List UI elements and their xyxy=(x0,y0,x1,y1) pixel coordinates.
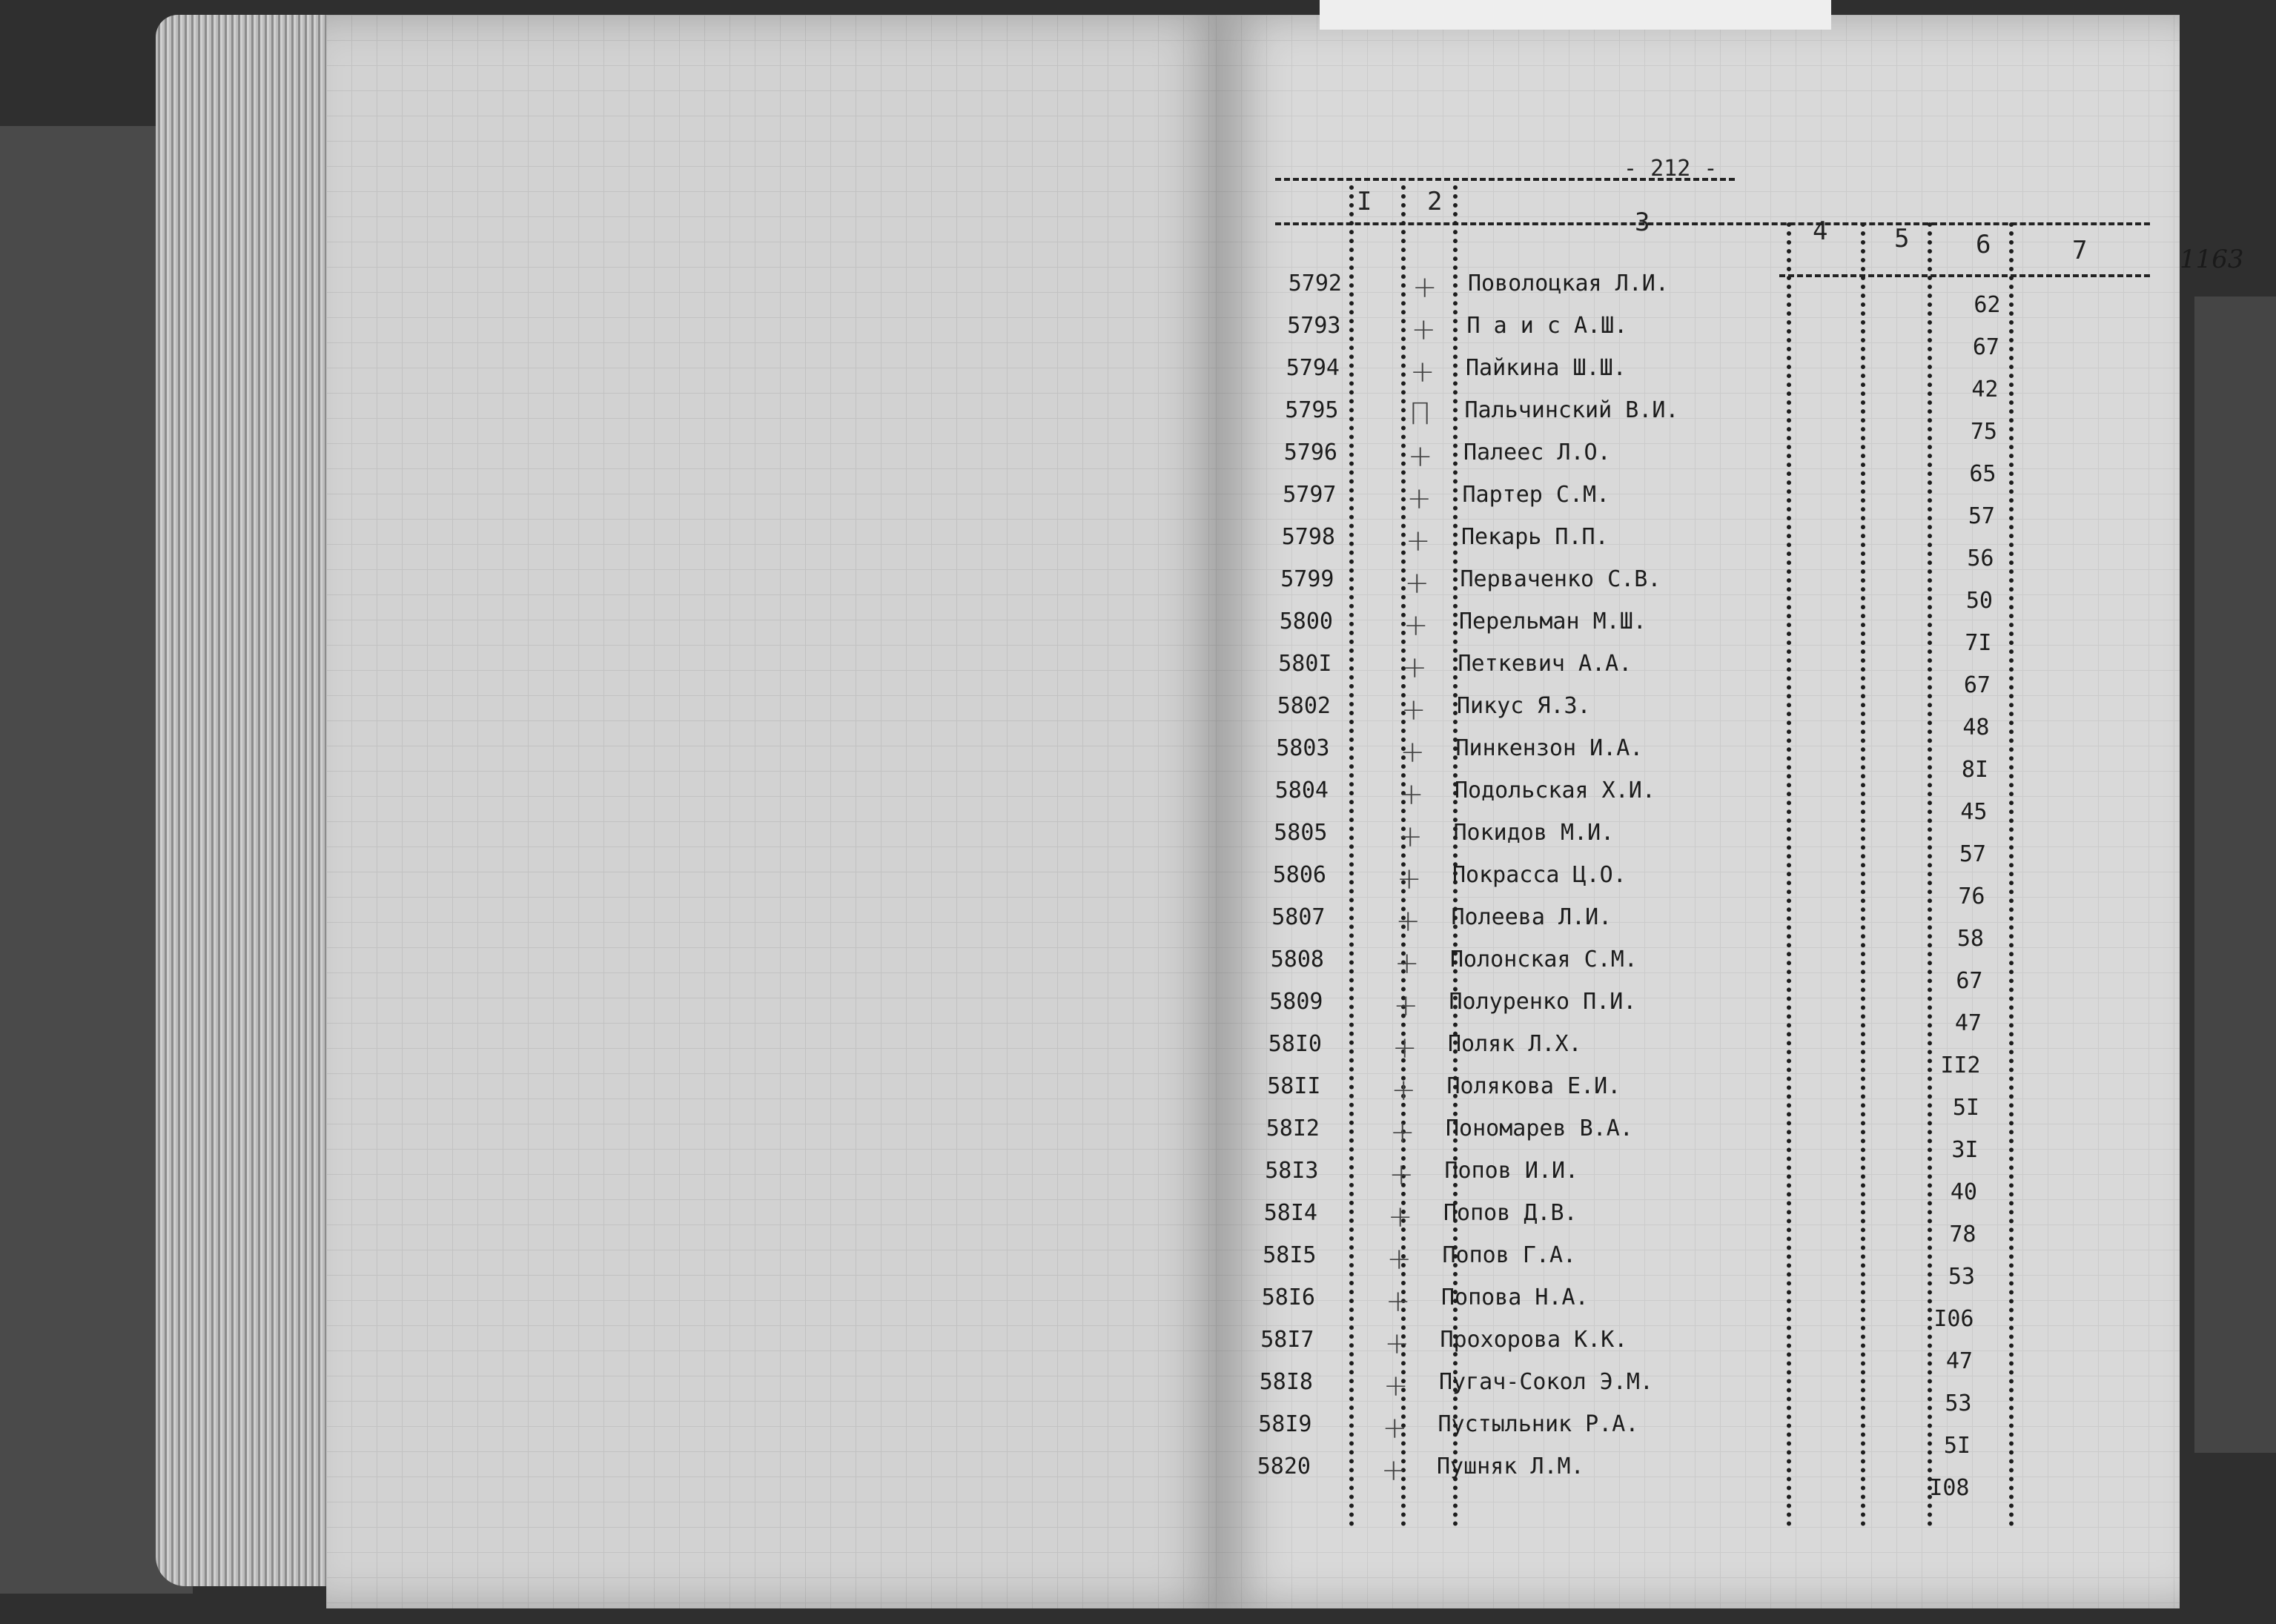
row-number: 5802 xyxy=(1277,693,1331,719)
row-mark: + xyxy=(1381,1454,1406,1488)
person-name: П а и с А.Ш. xyxy=(1466,313,1628,339)
row-age: 76 xyxy=(1958,884,1985,909)
row-number: 5808 xyxy=(1270,947,1324,972)
header-dash-line-top xyxy=(1275,178,1735,181)
row-mark: + xyxy=(1410,355,1435,389)
row-mark: + xyxy=(1384,1327,1410,1361)
row-number: 58I9 xyxy=(1258,1411,1312,1437)
row-age: 67 xyxy=(1956,968,1983,994)
person-name: Попов И.И. xyxy=(1444,1158,1579,1184)
row-number: 5807 xyxy=(1271,904,1326,930)
row-age: 53 xyxy=(1945,1391,1972,1416)
row-number: 58I0 xyxy=(1268,1031,1322,1057)
person-name: Подольская Х.И. xyxy=(1455,778,1655,803)
column-header-6: 6 xyxy=(1976,230,1991,259)
row-mark: + xyxy=(1397,820,1423,854)
row-age: 3I xyxy=(1951,1137,1979,1163)
row-number: 58I8 xyxy=(1259,1369,1313,1395)
right-page-register xyxy=(1216,15,2180,1608)
column-header-5: 5 xyxy=(1894,224,1910,253)
header-dash-line-middle xyxy=(1275,222,2150,225)
page-number: - 212 - xyxy=(1624,156,1718,182)
person-name: Партер С.М. xyxy=(1462,482,1610,508)
row-age: 5I xyxy=(1952,1095,1979,1121)
row-number: 5799 xyxy=(1280,566,1334,592)
person-name: Пустыльник Р.А. xyxy=(1438,1411,1639,1437)
row-number: 5793 xyxy=(1287,313,1341,339)
row-age: II2 xyxy=(1940,1053,1981,1078)
row-number: 5792 xyxy=(1288,271,1342,296)
row-age: 57 xyxy=(1968,503,1995,529)
person-name: Палеес Л.О. xyxy=(1463,440,1611,465)
person-name: Полуренко П.И. xyxy=(1449,989,1637,1015)
row-number: 5795 xyxy=(1285,397,1339,423)
left-page-blank-grid xyxy=(326,15,1231,1608)
row-mark: + xyxy=(1391,1073,1417,1107)
row-mark: + xyxy=(1386,1285,1411,1319)
row-age: 45 xyxy=(1960,799,1988,825)
row-age: 67 xyxy=(1972,334,1999,360)
row-number: 580I xyxy=(1278,651,1332,677)
column-header-2: 2 xyxy=(1427,187,1443,216)
row-mark: + xyxy=(1404,566,1430,600)
column-divider-1 xyxy=(1349,185,1354,1527)
column-divider-7 xyxy=(2009,222,2014,1527)
person-name: Покрасса Ц.О. xyxy=(1452,862,1627,888)
row-age: 8I xyxy=(1961,757,1988,783)
row-mark: + xyxy=(1397,862,1422,896)
row-mark: + xyxy=(1390,1116,1415,1150)
row-mark: + xyxy=(1408,440,1433,474)
person-name: Пайкина Ш.Ш. xyxy=(1466,355,1627,381)
row-age: 7I xyxy=(1965,630,1992,656)
row-number: 5796 xyxy=(1283,440,1337,465)
row-mark: + xyxy=(1383,1369,1409,1403)
person-name: Полеева Л.И. xyxy=(1451,904,1612,930)
row-age: 5I xyxy=(1943,1433,1971,1459)
row-age: 56 xyxy=(1967,546,1994,571)
column-divider-2 xyxy=(1401,185,1406,1527)
row-number: 5797 xyxy=(1283,482,1337,508)
row-mark: + xyxy=(1395,904,1421,938)
row-number: 58I3 xyxy=(1265,1158,1319,1184)
person-name: Пинкензон И.А. xyxy=(1455,735,1644,761)
row-age: 67 xyxy=(1963,672,1991,698)
margin-note: 1163 xyxy=(2180,245,2244,274)
person-name: Пикус Я.З. xyxy=(1457,693,1591,719)
row-mark: + xyxy=(1406,524,1431,558)
row-mark: П xyxy=(1409,397,1432,431)
column-header-3: 3 xyxy=(1635,208,1650,237)
row-mark: + xyxy=(1401,693,1426,727)
row-number: 5809 xyxy=(1269,989,1323,1015)
row-mark: + xyxy=(1402,651,1428,685)
row-mark: + xyxy=(1388,1200,1413,1234)
row-mark: + xyxy=(1386,1242,1412,1276)
row-mark: + xyxy=(1411,313,1437,347)
person-name: Поволоцкая Л.И. xyxy=(1468,271,1669,296)
person-name: Полонская С.М. xyxy=(1450,947,1638,972)
row-age: I06 xyxy=(1933,1306,1974,1332)
row-age: 58 xyxy=(1956,926,1984,952)
row-age: 47 xyxy=(1954,1010,1982,1036)
row-age: 78 xyxy=(1949,1222,1976,1247)
column-divider-5 xyxy=(1861,222,1865,1527)
column-header-1: I xyxy=(1357,187,1372,216)
person-name: Полякова Е.И. xyxy=(1446,1073,1621,1099)
row-number: 58I6 xyxy=(1261,1285,1315,1310)
row-mark: + xyxy=(1403,609,1429,643)
row-age: 53 xyxy=(1948,1264,1975,1290)
person-name: Пекарь П.П. xyxy=(1461,524,1609,550)
person-name: Пугач-Сокол Э.М. xyxy=(1439,1369,1653,1395)
book-cover-right xyxy=(2194,296,2276,1453)
row-age: 42 xyxy=(1971,377,1999,402)
row-mark: + xyxy=(1412,271,1438,305)
row-mark: + xyxy=(1392,1031,1417,1065)
column-divider-3 xyxy=(1453,185,1458,1527)
person-name: Попов Д.В. xyxy=(1443,1200,1578,1226)
row-age: 40 xyxy=(1950,1179,1977,1205)
person-name: Прохорова К.К. xyxy=(1440,1327,1628,1353)
row-age: 50 xyxy=(1965,588,1993,614)
row-number: 58I5 xyxy=(1263,1242,1317,1268)
person-name: Перельман М.Ш. xyxy=(1459,609,1647,634)
person-name: Пальчинский В.И. xyxy=(1464,397,1679,423)
person-name: Перваченко С.В. xyxy=(1460,566,1661,592)
person-name: Пономарев В.А. xyxy=(1446,1116,1633,1141)
row-number: 58I2 xyxy=(1266,1116,1320,1141)
row-age: 65 xyxy=(1969,461,1997,487)
row-number: 58II xyxy=(1267,1073,1321,1099)
row-age: I08 xyxy=(1929,1475,1970,1501)
row-number: 5804 xyxy=(1274,778,1329,803)
row-mark: + xyxy=(1400,735,1426,769)
person-name: Поляк Л.Х. xyxy=(1448,1031,1582,1057)
person-name: Попова Н.А. xyxy=(1441,1285,1589,1310)
row-number: 58I7 xyxy=(1260,1327,1314,1353)
row-number: 5794 xyxy=(1286,355,1340,381)
row-age: 48 xyxy=(1962,715,1990,740)
row-mark: + xyxy=(1406,482,1432,516)
person-name: Попов Г.А. xyxy=(1442,1242,1577,1268)
person-name: Пушняк Л.М. xyxy=(1437,1454,1584,1479)
column-header-7: 7 xyxy=(2072,236,2088,265)
row-age: 57 xyxy=(1959,841,1986,867)
row-number: 5803 xyxy=(1276,735,1330,761)
row-age: 62 xyxy=(1974,292,2001,318)
row-mark: + xyxy=(1395,947,1420,981)
row-number: 5798 xyxy=(1281,524,1335,550)
row-age: 75 xyxy=(1970,419,1997,445)
row-mark: + xyxy=(1382,1411,1408,1445)
paper-label xyxy=(1320,0,1831,30)
row-number: 5820 xyxy=(1257,1454,1311,1479)
row-mark: + xyxy=(1393,989,1419,1023)
person-name: Покидов М.И. xyxy=(1453,820,1615,846)
row-number: 5800 xyxy=(1279,609,1333,634)
header-dash-line-bottom xyxy=(1779,274,2150,277)
row-mark: + xyxy=(1399,778,1424,812)
column-divider-4 xyxy=(1787,222,1791,1527)
row-number: 58I4 xyxy=(1263,1200,1317,1226)
page-edges xyxy=(156,15,348,1586)
row-mark: + xyxy=(1389,1158,1415,1192)
column-header-4: 4 xyxy=(1813,216,1828,246)
row-number: 5805 xyxy=(1274,820,1328,846)
person-name: Петкевич А.А. xyxy=(1458,651,1632,677)
row-age: 47 xyxy=(1945,1348,1973,1374)
row-number: 5806 xyxy=(1272,862,1326,888)
